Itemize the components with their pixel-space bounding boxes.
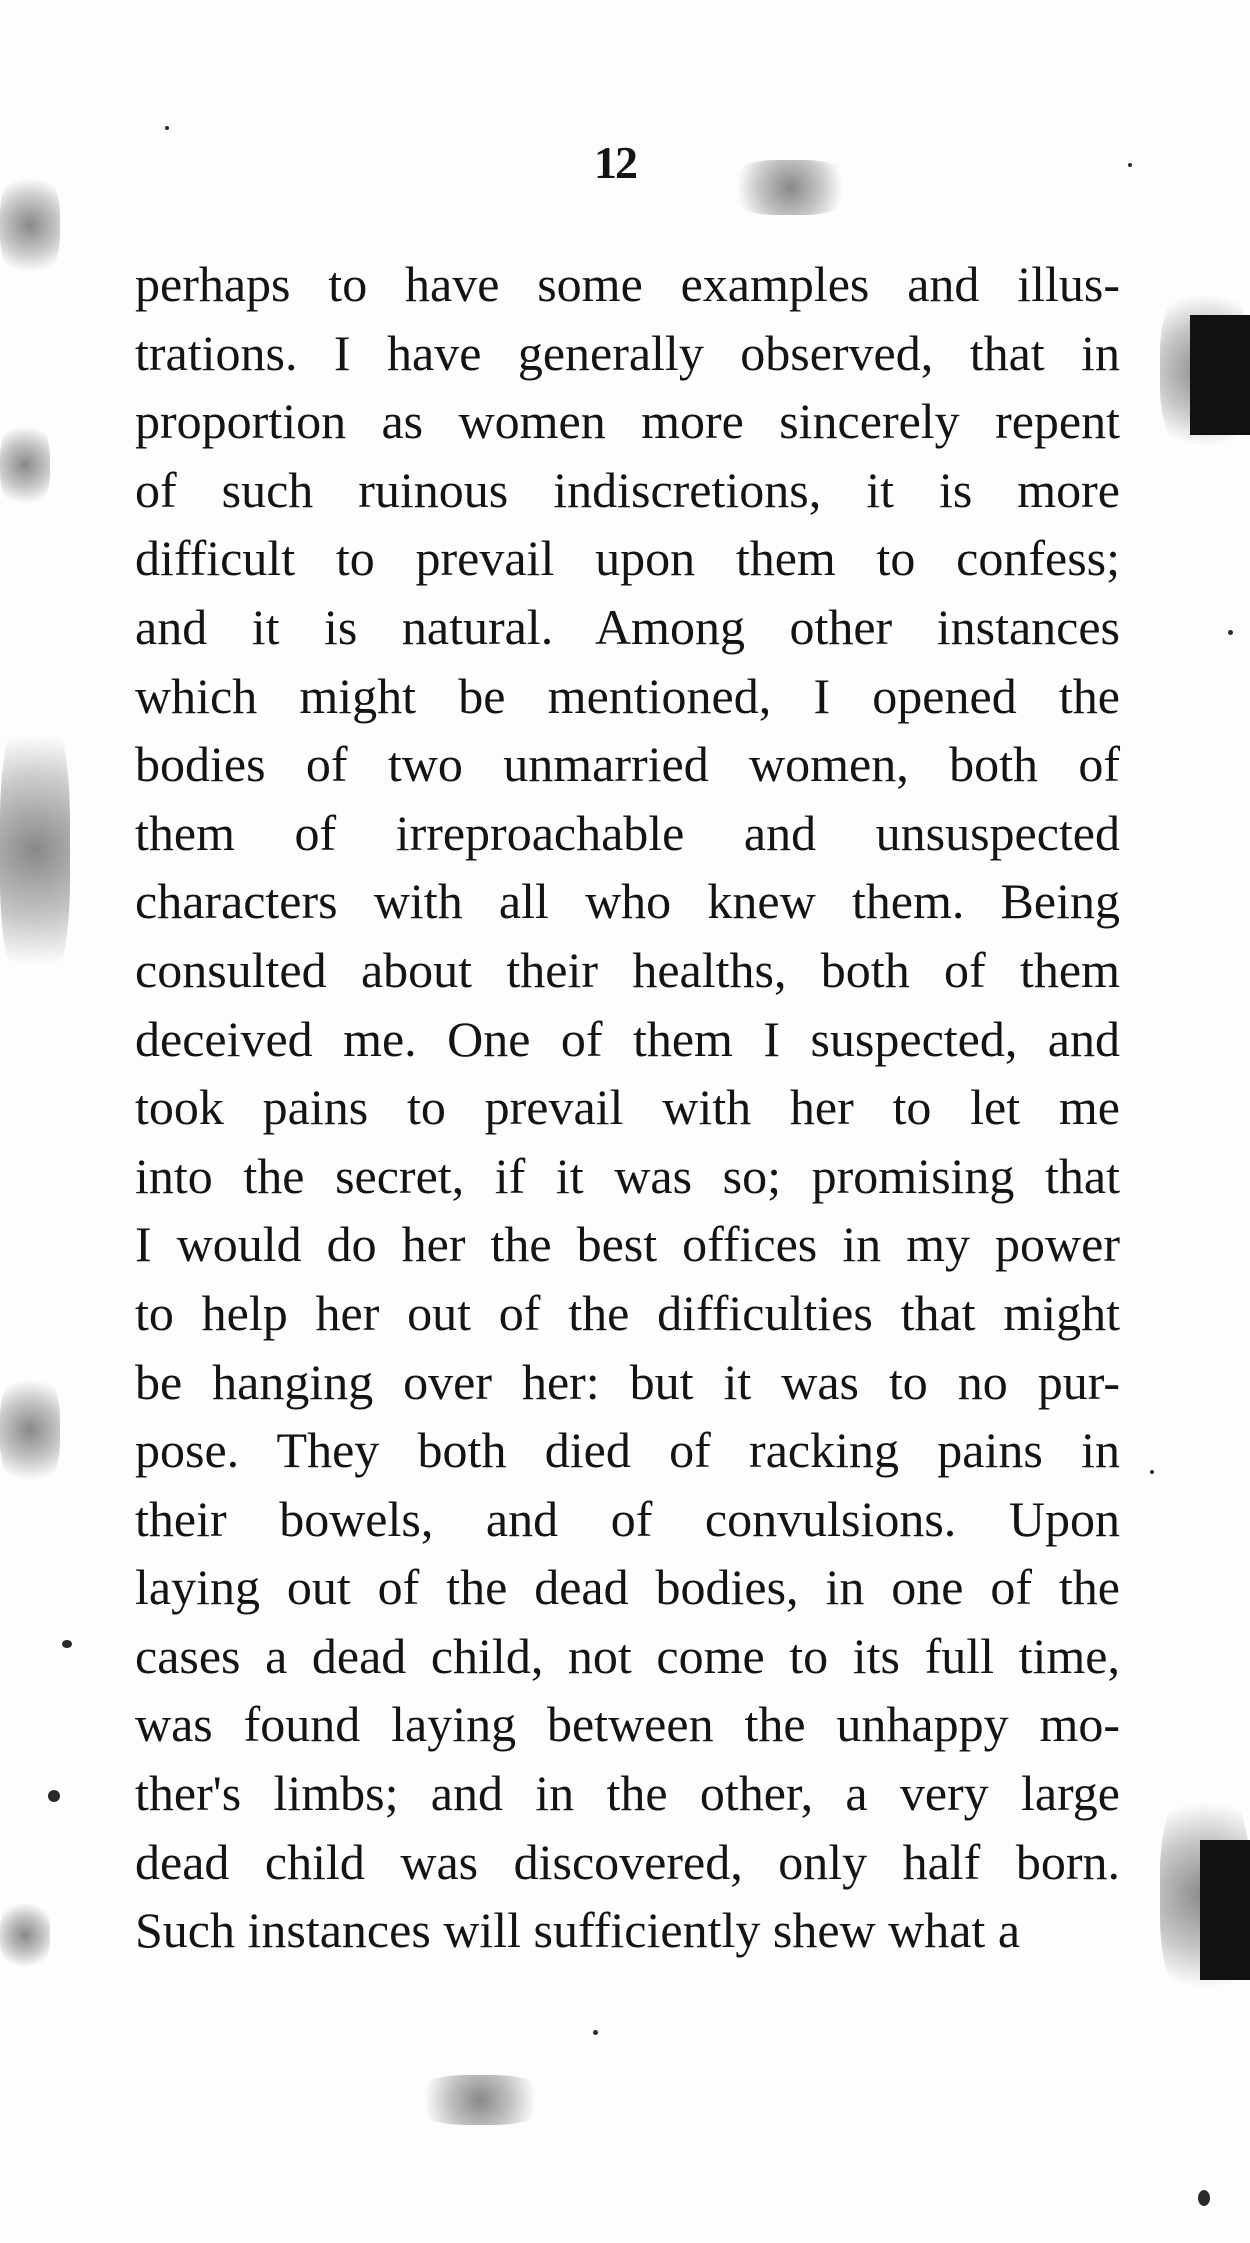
text-line: be hanging over her: but it was to no pur-: [135, 1353, 1120, 1410]
header-smudge: [725, 160, 855, 215]
text-line: their bowels, and of convulsions. Upon: [135, 1490, 1120, 1547]
edge-bleed: [1200, 1840, 1250, 1980]
text-line: pose. They both died of racking pains in: [135, 1422, 1120, 1479]
text-line: to help her out of the difficulties that might: [135, 1284, 1120, 1341]
text-line: them of irreproachable and unsuspected: [135, 804, 1120, 861]
edge-bleed: [1190, 315, 1250, 435]
text-line: difficult to prevail upon them to confess;: [135, 530, 1120, 587]
text-line: cases a dead child, not come to its full time,: [135, 1627, 1120, 1684]
text-line: bodies of two unmarried women, both of: [135, 736, 1120, 793]
ink-speck: [165, 126, 169, 130]
text-line: perhaps to have some examples and illus-: [135, 256, 1120, 312]
text-line: which might be mentioned, I opened the: [135, 667, 1120, 724]
text-line: and it is natural. Among other instances: [135, 598, 1120, 655]
text-line: into the secret, if it was so; promising that: [135, 1147, 1120, 1204]
margin-smudge: [0, 170, 60, 280]
margin-smudge: [0, 420, 50, 510]
margin-smudge: [0, 1900, 50, 1970]
text-line: I would do her the best offices in my power: [135, 1216, 1120, 1273]
ink-speck: [48, 1790, 60, 1802]
text-line: consulted about their healths, both of them: [135, 941, 1120, 998]
ink-speck: [593, 2030, 598, 2035]
text-line: deceived me. One of them I suspected, and: [135, 1010, 1120, 1067]
text-line: of such ruinous indiscretions, it is more: [135, 461, 1120, 518]
page-number: 12: [594, 137, 636, 188]
margin-smudge: [0, 700, 70, 1000]
text-line: was found laying between the unhappy mo-: [135, 1696, 1120, 1753]
ink-speck: [62, 1640, 72, 1648]
ink-speck: [1228, 630, 1233, 635]
margin-smudge: [0, 1370, 60, 1490]
ink-speck: [1150, 1470, 1154, 1474]
text-line: laying out of the dead bodies, in one of the: [135, 1559, 1120, 1616]
text-line: characters with all who knew them. Being: [135, 873, 1120, 930]
body-text: [135, 250, 1120, 1965]
ink-speck: [1128, 163, 1132, 167]
text-line: ther's limbs; and in the other, a very large: [135, 1765, 1120, 1822]
text-line: took pains to prevail with her to let me: [135, 1079, 1120, 1136]
text-line: trations. I have generally observed, that in: [135, 324, 1120, 381]
footer-smudge: [410, 2075, 550, 2125]
text-line: proportion as women more sincerely repent: [135, 393, 1120, 450]
text-line: dead child was discovered, only half born.: [135, 1833, 1120, 1890]
ink-speck: [1198, 2190, 1210, 2206]
text-line: Such instances will sufficiently shew what a: [135, 1902, 1021, 1959]
